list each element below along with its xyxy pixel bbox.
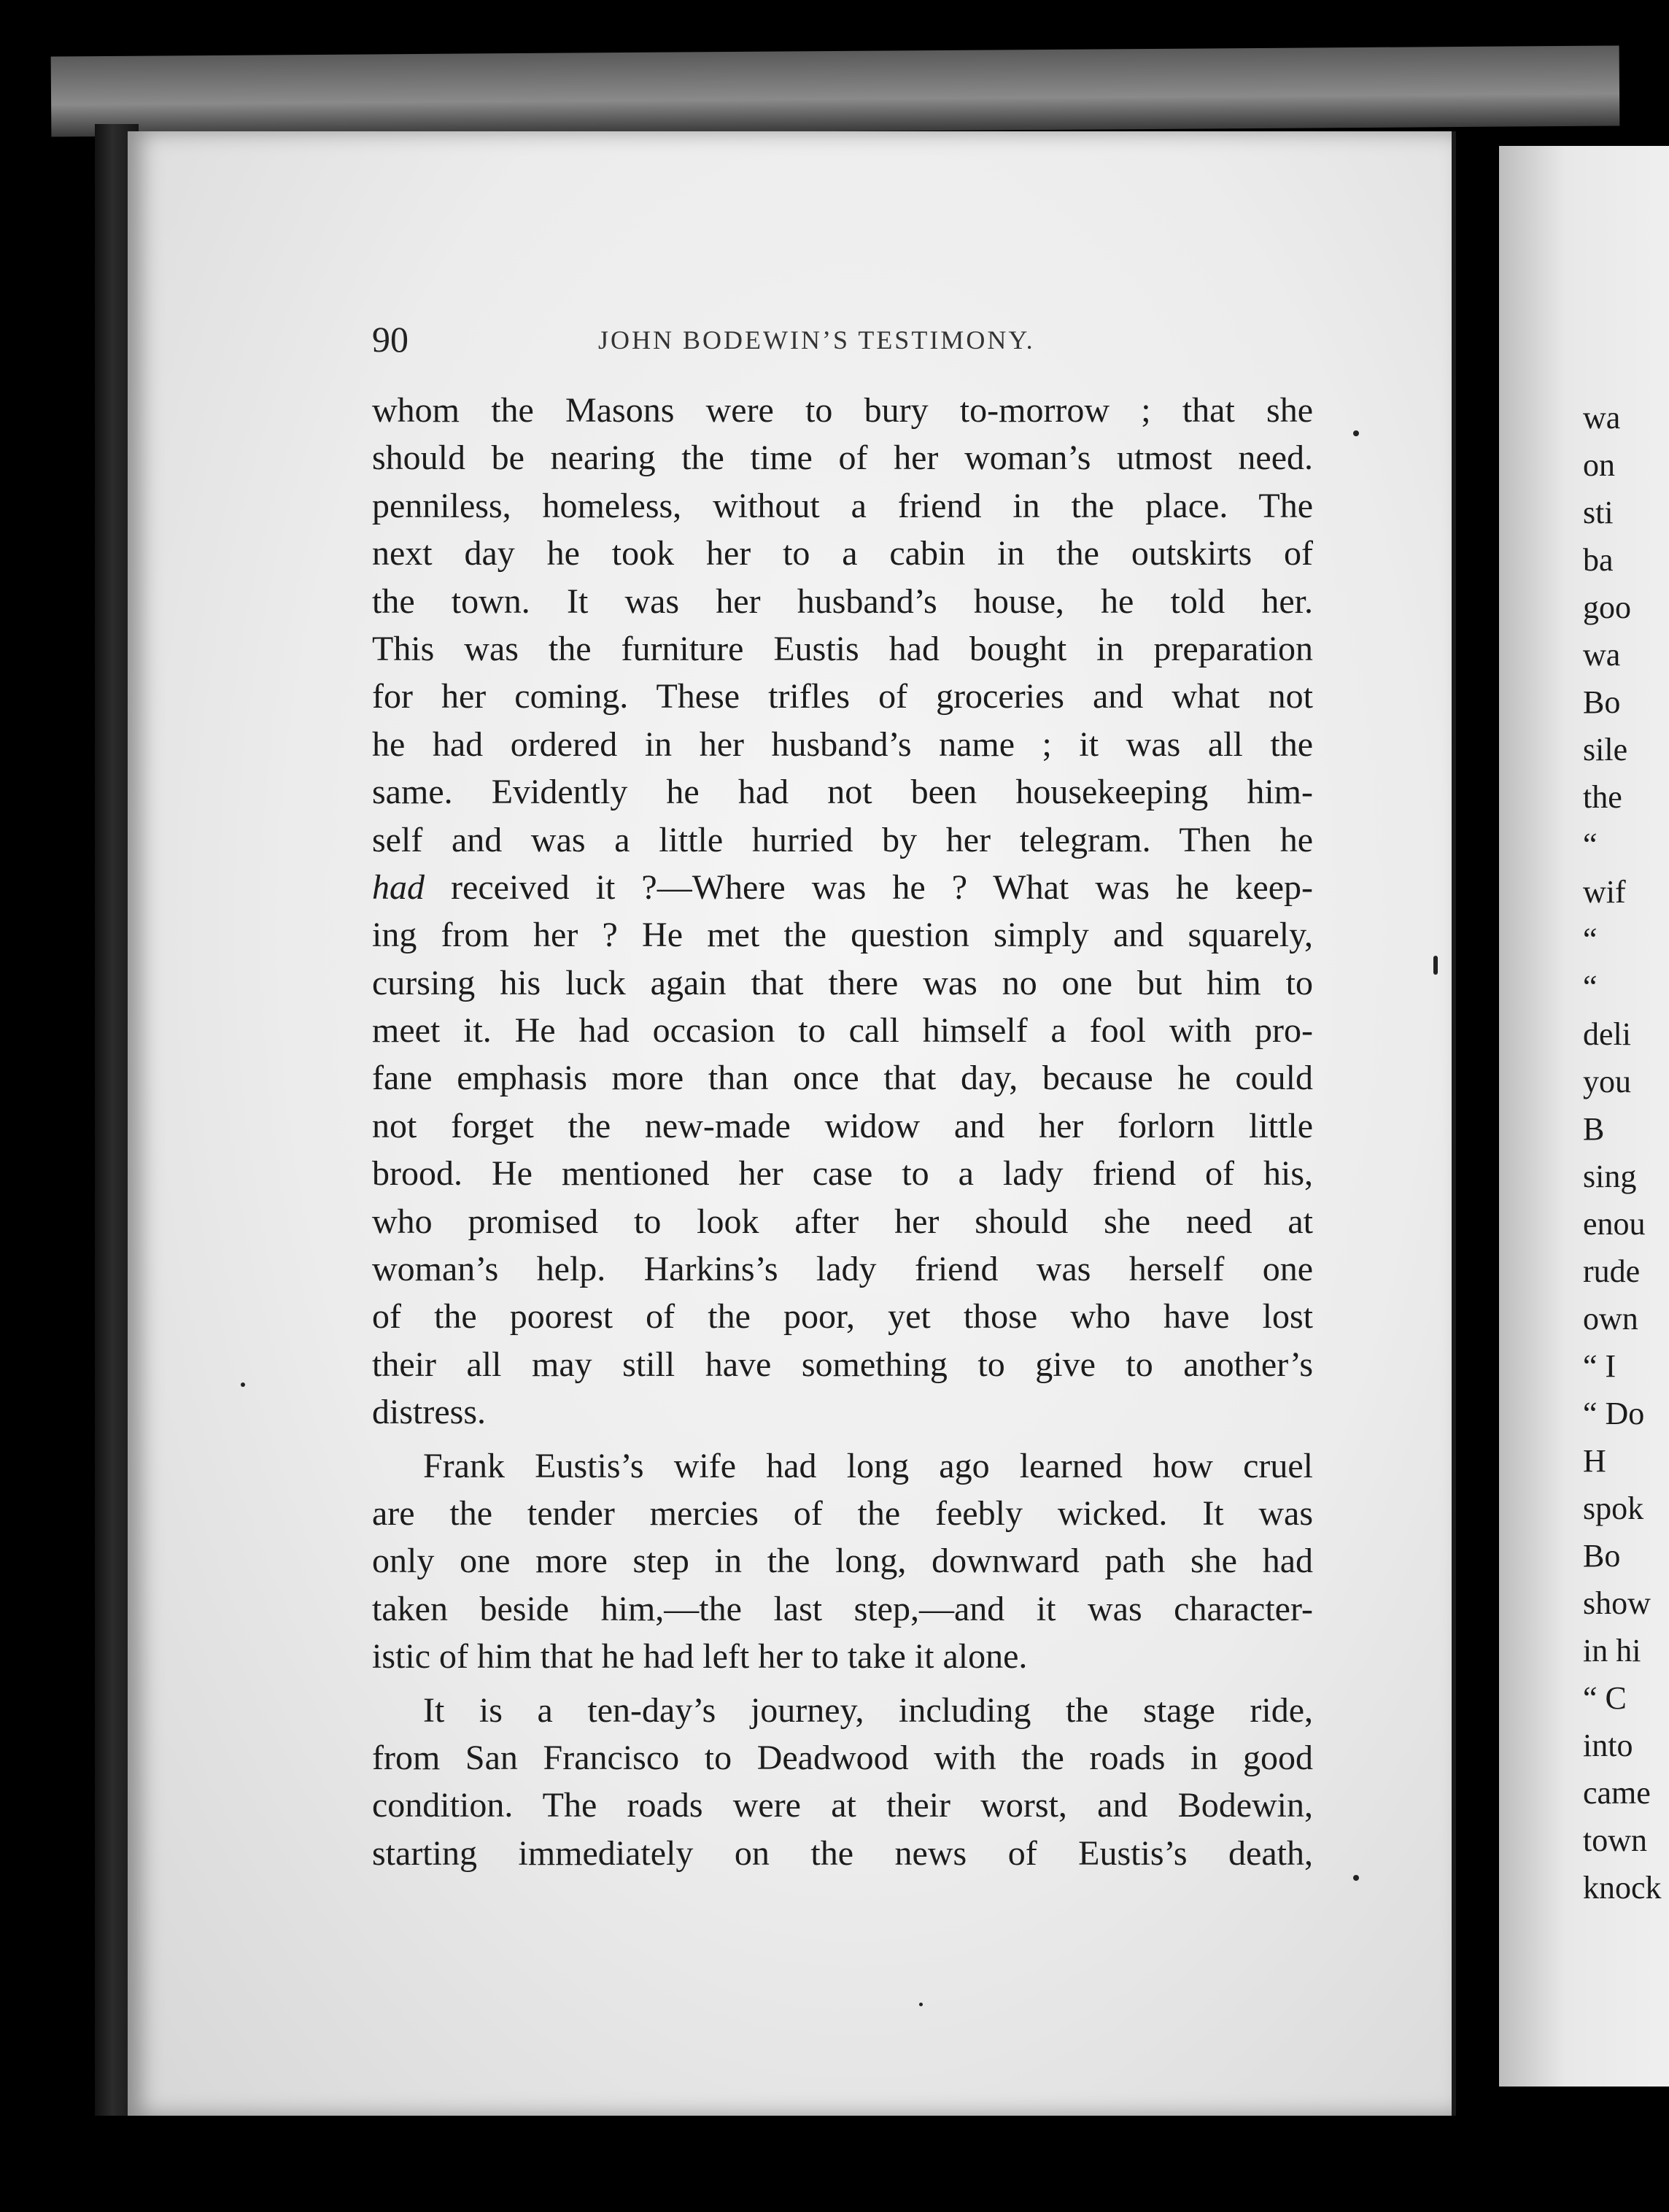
text-line-content: are the tender mercies of the feebly wicked. It was — [372, 1493, 1313, 1533]
facing-text-fragment: sing — [1583, 1159, 1637, 1194]
paragraph-gap — [372, 1436, 1313, 1442]
facing-text-fragment: ba — [1583, 542, 1614, 578]
text-line — [372, 1782, 1313, 1829]
text-line — [372, 1490, 1313, 1537]
text-line-content: This was the furniture Eustis had bought in preparation — [372, 629, 1313, 668]
page-number: 90 — [372, 319, 408, 360]
facing-text-fragment: Bo — [1583, 1538, 1621, 1574]
facing-text-fragment: own — [1583, 1301, 1638, 1337]
facing-text-fragment: “ I — [1583, 1348, 1616, 1384]
facing-text-fragment: rude — [1583, 1253, 1641, 1289]
text-line — [372, 673, 1313, 720]
facing-text-fragment: “ — [1583, 827, 1598, 862]
text-line-content: It is a ten-day’s journey, including the stage ride, — [423, 1690, 1313, 1730]
text-line — [372, 1150, 1313, 1197]
text-line-content: received it ?—Where was he ? What was he keep- — [425, 867, 1313, 907]
text-line — [372, 721, 1313, 768]
text-line — [372, 434, 1313, 482]
text-line — [372, 1633, 1313, 1680]
scan-speck — [241, 1382, 245, 1387]
text-line — [372, 1734, 1313, 1782]
facing-text-fragment: “ — [1583, 969, 1598, 1005]
text-line-content: the town. It was her husband’s house, he told her. — [372, 581, 1313, 621]
text-line — [372, 1830, 1313, 1877]
facing-text-fragment: wa — [1583, 400, 1621, 436]
text-line-content: not forget the new-made widow and her forlorn little — [372, 1106, 1313, 1145]
text-line — [372, 482, 1313, 530]
text-line-content: from San Francisco to Deadwood with the roads in good — [372, 1738, 1313, 1777]
text-line-content: brood. He mentioned her case to a lady friend of his, — [372, 1154, 1313, 1194]
facing-page-text — [1583, 394, 1662, 1911]
text-line — [372, 387, 1313, 434]
facing-text-fragment: came — [1583, 1775, 1651, 1811]
facing-text-fragment: “ C — [1583, 1680, 1627, 1716]
text-line-content: whom the Masons were to bury to-morrow ; that she — [372, 391, 1313, 430]
scan-speck — [1433, 956, 1438, 975]
facing-text-fragment: B — [1583, 1111, 1605, 1147]
text-line-content: woman’s help. Harkins’s lady friend was herself one — [372, 1250, 1313, 1289]
text-line — [372, 1687, 1313, 1734]
text-line-content: meet it. He had occasion to call himself a fool with pro- — [372, 1011, 1313, 1051]
text-line — [372, 1585, 1313, 1633]
facing-text-fragment: enou — [1583, 1206, 1646, 1242]
text-line — [372, 959, 1313, 1007]
text-line — [372, 1102, 1313, 1150]
scan-top-margin — [51, 45, 1620, 136]
text-line-content: should be nearing the time of her woman’s utmost need. — [372, 438, 1313, 478]
text-line-content: fane emphasis more than once that day, because he could — [372, 1059, 1313, 1098]
text-line-content: next day he took her to a cabin in the outskirts of — [372, 534, 1313, 573]
text-line-content: same. Evidently he had not been housekeeping him- — [372, 773, 1313, 812]
text-line — [372, 625, 1313, 673]
scan-speck — [1353, 1875, 1359, 1881]
scan-speck — [919, 2003, 923, 2006]
text-line-content: self and was a little hurried by her telegram. Then he — [372, 820, 1313, 859]
facing-text-fragment: H — [1583, 1443, 1606, 1479]
text-line — [372, 768, 1313, 816]
facing-text-fragment: goo — [1583, 589, 1631, 625]
facing-text-fragment: knock — [1583, 1870, 1662, 1906]
text-line — [372, 530, 1313, 577]
text-line — [372, 1293, 1313, 1340]
text-line — [372, 1245, 1313, 1293]
facing-text-fragment: show — [1583, 1585, 1651, 1621]
facing-text-fragment: town — [1583, 1822, 1647, 1858]
text-line-content: cursing his luck again that there was no one but him to — [372, 963, 1313, 1002]
text-line-content: their all may still have something to give to another’s — [372, 1345, 1313, 1384]
text-line — [372, 578, 1313, 625]
facing-text-fragment: the — [1583, 779, 1622, 815]
italic-word: had — [372, 867, 425, 907]
text-line-content: condition. The roads were at their worst, and Bodewin, — [372, 1786, 1313, 1825]
facing-text-fragment: into — [1583, 1728, 1633, 1763]
text-line — [372, 1198, 1313, 1245]
text-line-content: distress. — [372, 1393, 486, 1432]
facing-text-fragment: you — [1583, 1064, 1631, 1099]
text-line — [372, 1388, 1313, 1436]
facing-text-fragment: “ — [1583, 921, 1598, 957]
text-line — [372, 864, 1313, 911]
paragraph-gap — [372, 1681, 1313, 1687]
text-line — [372, 1054, 1313, 1102]
scan-speck — [1353, 430, 1359, 436]
text-line — [372, 1442, 1313, 1490]
body-text — [372, 387, 1313, 1877]
facing-text-fragment: sile — [1583, 732, 1628, 767]
facing-text-fragment: Bo — [1583, 684, 1621, 720]
text-line-content: who promised to look after her should she need at — [372, 1202, 1313, 1241]
text-line-content: taken beside him,—the last step,—and it was character- — [372, 1589, 1313, 1628]
text-line — [372, 816, 1313, 864]
text-line-content: starting immediately on the news of Eustis’s death, — [372, 1833, 1313, 1873]
facing-text-fragment: sti — [1583, 495, 1614, 530]
text-line-content: Frank Eustis’s wife had long ago learned how cruel — [423, 1446, 1313, 1485]
text-line-content: penniless, homeless, without a friend in the place. The — [372, 486, 1313, 525]
facing-text-fragment: wif — [1583, 874, 1626, 910]
text-line — [372, 1007, 1313, 1054]
text-line-content: of the poorest of the poor, yet those who have lost — [372, 1297, 1313, 1337]
text-line — [372, 1341, 1313, 1388]
facing-text-fragment: deli — [1583, 1016, 1631, 1052]
text-line-content: istic of him that he had left her to take it alone. — [372, 1637, 1028, 1677]
text-line-content: for her coming. These trifles of groceries and what not — [372, 677, 1313, 716]
facing-text-fragment: spok — [1583, 1490, 1644, 1526]
text-line-content: only one more step in the long, downward path she had — [372, 1542, 1313, 1581]
facing-text-fragment: “ Do — [1583, 1396, 1645, 1431]
text-line-content: ing from her ? He met the question simply and squarely, — [372, 916, 1313, 955]
text-line — [372, 1537, 1313, 1585]
facing-text-fragment: wa — [1583, 637, 1621, 673]
running-head: JOHN BODEWIN’S TESTIMONY. — [598, 325, 1035, 355]
text-line — [372, 911, 1313, 959]
facing-text-fragment: on — [1583, 447, 1615, 483]
text-line-content: he had ordered in her husband’s name ; it was all the — [372, 724, 1313, 764]
facing-text-fragment: in hi — [1583, 1633, 1641, 1668]
